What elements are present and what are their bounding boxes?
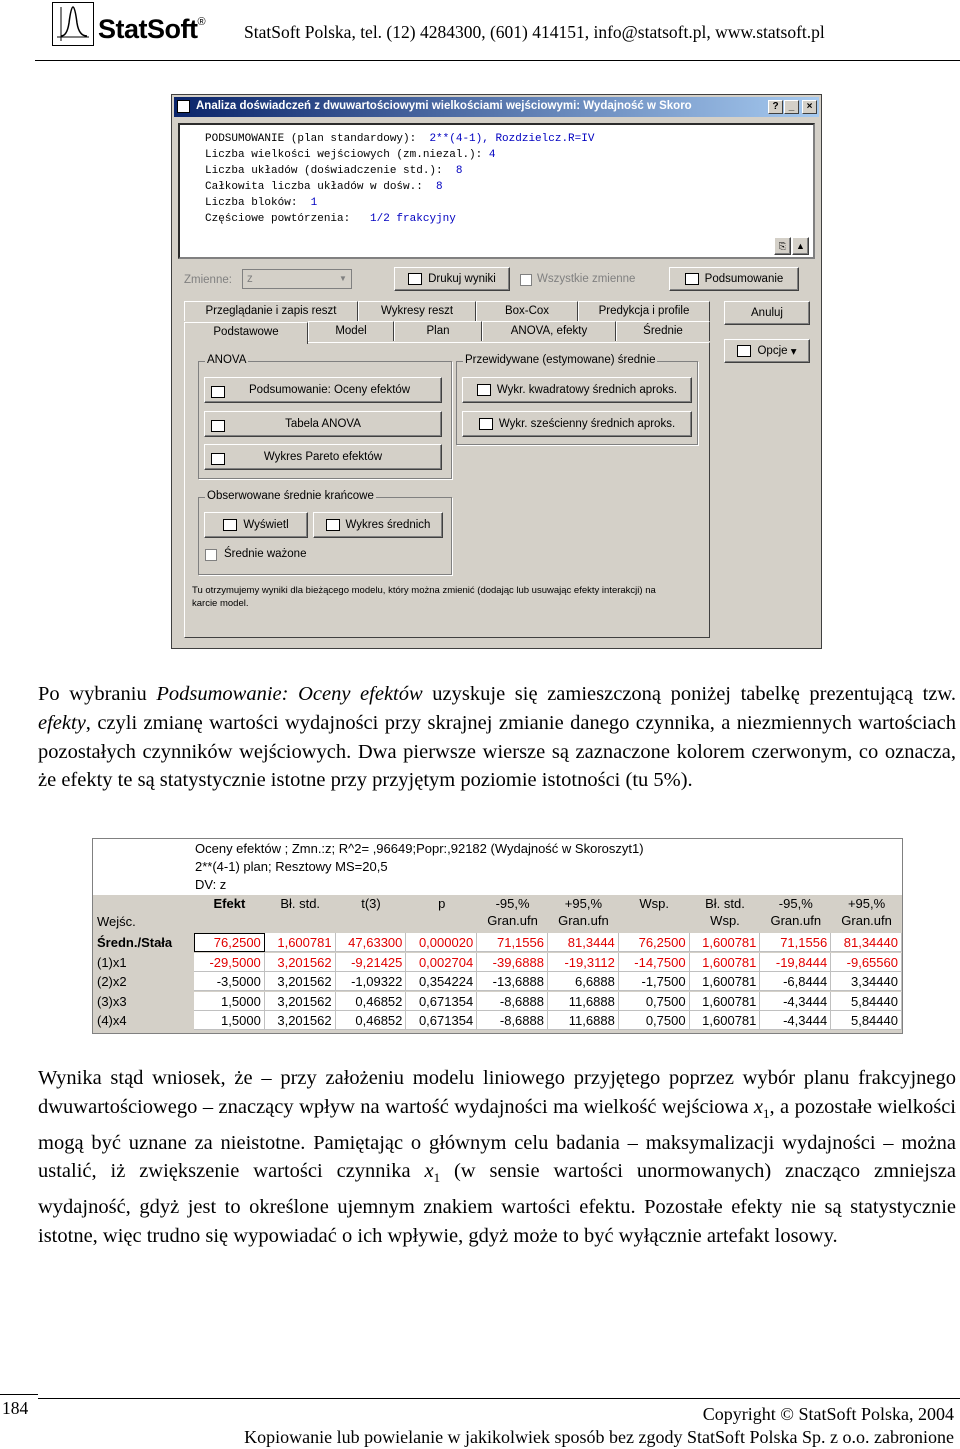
table-cell[interactable]: 76,2500	[194, 933, 265, 952]
header-divider	[35, 60, 960, 61]
dialog-note: Tu otrzymujemy wyniki dla bieżącego modelu, który można zmienić (dodając lub usuwając efekty interakcji) na karcie model.	[192, 585, 656, 609]
tab-residual-plots[interactable]: Wykresy reszt	[358, 301, 476, 321]
copy-icon[interactable]: ⎘	[774, 237, 791, 255]
table-cell[interactable]: 0,671354	[406, 992, 477, 1011]
table-cell[interactable]: -8,6888	[477, 992, 548, 1011]
column-header: p	[438, 896, 446, 911]
table-cell[interactable]: 11,6888	[548, 1011, 619, 1030]
tab-basic[interactable]: Podstawowe	[184, 322, 308, 344]
copyright: Copyright © StatSoft Polska, 2004	[702, 1404, 954, 1424]
table-cell[interactable]: 0,354224	[406, 972, 477, 991]
table-cell[interactable]: 1,600781	[690, 953, 761, 972]
print-results-button[interactable]: Drukuj wyniki	[394, 267, 510, 291]
footer-notice: Kopiowanie lub powielanie w jakikolwiek sposób bez zgody StatSoft Polska Sp. z o.o. zabronione	[244, 1427, 954, 1447]
summary-line: Częściowe powtórzenia: 1/2 frakcyjny	[205, 213, 456, 225]
table-cell[interactable]: 71,1556	[760, 933, 831, 952]
table-cell[interactable]: -4,3444	[760, 1011, 831, 1030]
column-header: -95,% Gran.ufn	[487, 896, 538, 928]
column-header: t(3)	[361, 896, 381, 911]
all-variables-checkbox[interactable]	[520, 274, 532, 286]
table-cell[interactable]: 1,600781	[690, 933, 761, 952]
effects-info-line: 2**(4-1) plan; Resztowy MS=20,5	[195, 859, 388, 874]
table-cell[interactable]: 3,201562	[265, 953, 336, 972]
table-cell[interactable]: -1,09322	[336, 972, 407, 991]
quadratic-plot-button[interactable]: Wykr. kwadratowy średnich aproks.	[462, 377, 692, 403]
table-cell[interactable]: 11,6888	[548, 992, 619, 1011]
effects-info-header	[93, 839, 902, 895]
footer-divider-left	[0, 1394, 38, 1395]
effect-estimates-button[interactable]: Podsumowanie: Oceny efektów	[204, 377, 442, 403]
printer-icon	[408, 273, 422, 285]
minimize-icon[interactable]: _	[784, 100, 799, 114]
table-cell[interactable]: 1,600781	[690, 992, 761, 1011]
options-icon	[737, 345, 751, 357]
table-cell[interactable]: 81,3444	[548, 933, 619, 952]
column-header: +95,% Gran.ufn	[558, 896, 609, 928]
table-cell[interactable]: -14,7500	[619, 953, 690, 972]
logo-icon	[52, 2, 94, 46]
table-cell[interactable]: 81,34440	[831, 933, 902, 952]
tab-residuals-review[interactable]: Przeglądanie i zapis reszt	[184, 301, 358, 321]
row-label: (1)x1	[97, 954, 127, 970]
table-cell[interactable]: 0,7500	[619, 1011, 690, 1030]
column-header: -95,% Gran.ufn	[770, 896, 822, 928]
variables-select[interactable]: z ▼	[242, 269, 352, 289]
table-cell[interactable]: -6,8444	[760, 972, 831, 991]
summary-button[interactable]: Podsumowanie	[669, 267, 799, 291]
table-cell[interactable]: 47,63300	[336, 933, 407, 952]
table-cell[interactable]: 0,46852	[336, 992, 407, 1011]
table-cell[interactable]: 1,600781	[265, 933, 336, 952]
tab-anova-effects[interactable]: ANOVA, efekty	[482, 321, 616, 341]
tab-box-cox[interactable]: Box-Cox	[476, 301, 578, 321]
table-cell[interactable]: 3,34440	[831, 972, 902, 991]
summary-line: Całkowita liczba układów w dośw.: 8	[205, 181, 443, 193]
summary-text-box	[178, 123, 815, 259]
chart-icon	[211, 453, 225, 465]
close-icon[interactable]: ×	[802, 100, 817, 114]
effects-info-line: Oceny efektów ; Zmn.:z; R^2= ,96649;Popr:,92182 (Wydajność w Skoroszyt1)	[195, 841, 644, 856]
dialog-title: Analiza doświadczeń z dwuwartościowymi wielkościami wejściowymi: Wydajność w Skoro	[196, 100, 692, 112]
table-cell[interactable]: 0,002704	[406, 953, 477, 972]
tab-model[interactable]: Model	[308, 321, 394, 341]
means-plot-icon	[326, 519, 340, 531]
table-cell[interactable]: 1,600781	[690, 1011, 761, 1030]
all-variables-label: Wszystkie zmienne	[537, 273, 636, 285]
help-icon[interactable]: ?	[768, 100, 783, 114]
summary-line: PODSUMOWANIE (plan standardowy): 2**(4-1), Rozdzielcz.R=IV	[205, 133, 595, 145]
anova-table-button[interactable]: Tabela ANOVA	[204, 411, 442, 437]
row-label: (3)x3	[97, 993, 127, 1009]
effects-table	[92, 838, 903, 1034]
variables-label: Zmienne:	[184, 274, 232, 286]
table-cell[interactable]: 71,1556	[477, 933, 548, 952]
weighted-means-checkbox[interactable]	[205, 549, 217, 561]
means-plot-button[interactable]: Wykres średnich	[313, 512, 443, 538]
summary-icon	[685, 273, 699, 285]
show-button[interactable]: Wyświetl	[204, 512, 308, 538]
table-cell[interactable]: -3,5000	[194, 972, 265, 991]
cube-icon	[479, 418, 493, 430]
table-icon	[211, 420, 225, 432]
brand-logo: StatSoft®	[98, 14, 206, 44]
column-header: +95,% Gran.ufn	[841, 896, 892, 928]
table-cell[interactable]: -19,8444	[760, 953, 831, 972]
table-cell[interactable]: 0,000020	[406, 933, 477, 952]
square-icon	[477, 384, 491, 396]
cancel-button[interactable]: Anuluj	[724, 301, 810, 325]
collapse-icon[interactable]: ▲	[792, 237, 809, 255]
tab-means[interactable]: Średnie	[616, 321, 710, 341]
cubic-plot-button[interactable]: Wykr. sześcienny średnich aproks.	[462, 411, 692, 437]
table-cell[interactable]: -4,3444	[760, 992, 831, 1011]
summary-line: Liczba wielkości wejściowych (zm.niezal.): 4	[205, 149, 496, 161]
paragraph-intro: Po wybraniu Podsumowanie: Oceny efektów uzyskuje się zamieszczoną poniżej tabelkę prezentującą tzw. efekty, czyli zmianę wartości wydajności przy skrajnej zmianie danego czynnika, a niezmiennych wartościach pozostałych czynników wejściowych. Dwa pierwsze wiersze są zaznaczone kolorem czerwonym, co oznacza, że efekty te są statystycznie istotne przy przyjętym poziomie istotności (tu 5%).	[38, 683, 957, 792]
app-icon	[177, 100, 190, 113]
table-cell[interactable]: 5,84440	[831, 992, 902, 1011]
table-cell[interactable]: 3,201562	[265, 972, 336, 991]
effects-info-line: DV: z	[195, 877, 227, 892]
summary-line: Liczba układów (doświadczenie std.): 8	[205, 165, 463, 177]
table-cell[interactable]: -39,6888	[477, 953, 548, 972]
row-label: (4)x4	[97, 1013, 127, 1028]
table-cell[interactable]: 1,600781	[690, 972, 761, 991]
tab-prediction-profiles[interactable]: Predykcja i profile	[578, 301, 710, 321]
predicted-group-title: Przewidywane (estymowane) średnie	[465, 354, 656, 366]
row-label: Średn./Stała	[97, 935, 173, 950]
table-cell[interactable]: 0,671354	[406, 1011, 477, 1030]
summary-line: Liczba bloków: 1	[205, 197, 318, 209]
summary-icon	[211, 386, 225, 398]
column-header: Bł. std. Wsp.	[705, 896, 745, 928]
table-cell[interactable]: 1,5000	[194, 1011, 265, 1030]
table-cell[interactable]: -9,65560	[831, 953, 902, 972]
table-cell[interactable]: 76,2500	[619, 933, 690, 952]
table-cell[interactable]: -29,5000	[194, 953, 265, 972]
page-number: 184	[2, 1398, 29, 1418]
tab-plan[interactable]: Plan	[394, 321, 482, 341]
pareto-chart-button[interactable]: Wykres Pareto efektów	[204, 444, 442, 470]
dialog-titlebar	[174, 97, 819, 117]
table-cell[interactable]: -19,3112	[548, 953, 619, 972]
table-cell[interactable]: -1,7500	[619, 972, 690, 991]
table-cell[interactable]: 0,46852	[336, 1011, 407, 1030]
column-header: Efekt	[213, 896, 246, 911]
table-cell[interactable]: 0,7500	[619, 992, 690, 1011]
column-header: Wsp.	[639, 896, 669, 911]
row-header-corner: Wejśc.	[97, 914, 136, 929]
table-cell[interactable]: 3,201562	[265, 992, 336, 1011]
table-cell[interactable]: -9,21425	[336, 953, 407, 972]
table-cell[interactable]: -13,6888	[477, 972, 548, 991]
column-header: Bł. std.	[280, 896, 321, 911]
footer-divider	[38, 1398, 960, 1399]
options-button[interactable]: Opcje ▾	[724, 339, 810, 363]
table-icon	[223, 519, 237, 531]
marginal-group-title: Obserwowane średnie krańcowe	[207, 490, 374, 502]
row-label: (2)x2	[97, 974, 127, 989]
table-cell[interactable]: 6,6888	[548, 972, 619, 991]
header-contact: StatSoft Polska, tel. (12) 4284300, (601) 414151, info@statsoft.pl, www.statsoft.pl	[244, 22, 825, 42]
weighted-means-label: Średnie ważone	[224, 548, 307, 560]
table-cell[interactable]: -8,6888	[477, 1011, 548, 1030]
table-cell[interactable]: 5,84440	[831, 1011, 902, 1030]
paragraph-conclusion: Wynika stąd wniosek, że – przy założeniu modelu liniowego przyjętego poprzez wybór planu frakcyjnego dwuwartościowego – znaczący wpływ na wartość wydajności ma wielkość wejściowa $x_1$, a pozostałe wielkości mogą być uznane za nieistotne. Pamiętając o głównym celu badania – maksymalizacji wydajności – można ustalić, iż zwiększenie wartości czynnika $x_1$ (w sensie wartości unormowanych) znacząco zmniejsza wydajność, gdyż jest to określone ujemnym znakiem wartości efektu. Pozostałe efekty nie są statystycznie istotne, więc trudno się wypowiadać o ich wpływie, gdyż może to być wyłącznie artefakt losowy.	[38, 1067, 956, 1248]
table-cell[interactable]: 3,201562	[265, 1011, 336, 1030]
anova-group-title: ANOVA	[207, 354, 247, 366]
table-cell[interactable]: 1,5000	[194, 992, 265, 1011]
analysis-dialog	[171, 94, 822, 649]
